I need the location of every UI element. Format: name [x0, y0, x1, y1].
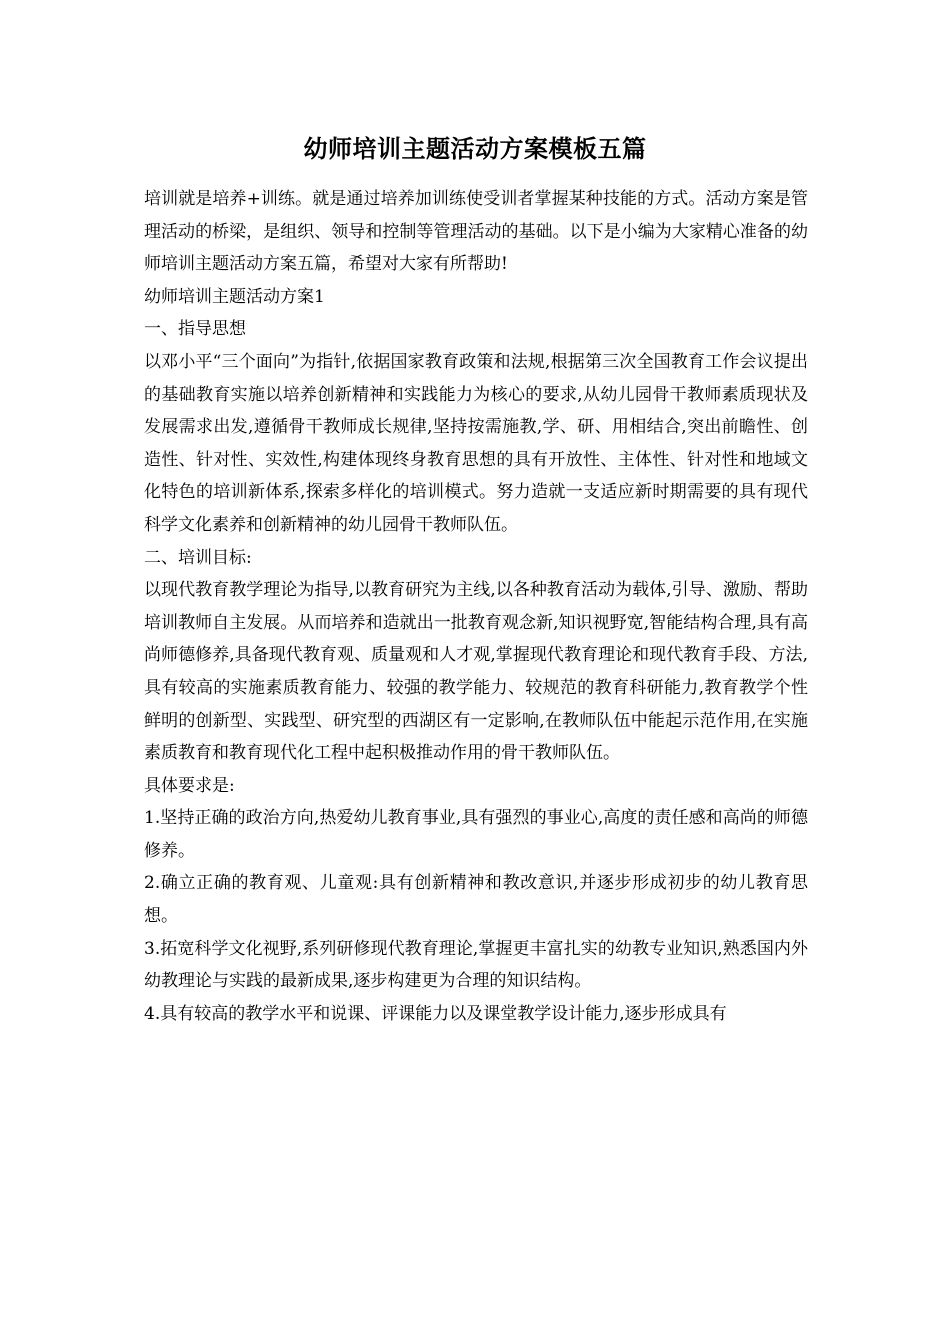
- requirement-item-3: 3.拓宽科学文化视野,系列研修现代教育理论,掌握更丰富扎实的幼教专业知识,熟悉国内外幼教理论与实践的最新成果,逐步构建更为合理的知识结构。: [144, 938, 808, 992]
- intro-paragraph: 培训就是培养+训练。就是通过培养加训练使受训者掌握某种技能的方式。活动方案是管理活动的桥梁，是组织、领导和控制等管理活动的基础。以下是小编为大家精心准备的幼师培训主题活动方案五篇，希望对大家有所帮助!: [144, 189, 808, 275]
- section-heading-guiding-ideology: 一、指导思想: [144, 319, 246, 340]
- requirement-item-4: 4.具有较高的教学水平和说课、评课能力以及课堂教学设计能力,逐步形成具有: [144, 1003, 727, 1024]
- section-heading-training-goals: 二、培训目标:: [144, 547, 252, 568]
- guiding-ideology-paragraph: 以邓小平“三个面向”为指针,依据国家教育政策和法规,根据第三次全国教育工作会议提出的基础教育实施以培养创新精神和实践能力为核心的要求,从幼儿园骨干教师素质现状及发展需求出发,遵循骨干教师成长规律,坚持按需施教,学、研、用相结合,突出前瞻性、创造性、针对性、实效性,构建体现终身教育思想的具有开放性、主体性、针对性和地域文化特色的培训新体系,探索多样化的培训模式。努力造就一支适应新时期需要的具有现代科学文化素养和创新精神的幼儿园骨干教师队伍。: [144, 351, 808, 535]
- requirements-heading: 具体要求是:: [144, 775, 235, 796]
- requirement-item-1: 1.坚持正确的政治方向,热爱幼儿教育事业,具有强烈的事业心,高度的责任感和高尚的师德修养。: [144, 808, 808, 861]
- training-goals-paragraph: 以现代教育教学理论为指导,以教育研究为主线,以各种教育活动为载体,引导、激励、帮助培训教师自主发展。从而培养和造就出一批教育观念新,知识视野宽,智能结构合理,具有高尚师德修养,具备现代教育观、质量观和人才观,掌握现代教育理论和现代教育手段、方法,具有较高的实施素质教育能力、较强的教学能力、较规范的教育科研能力,教育教学个性鲜明的创新型、实践型、研究型的西湖区有一定影响,在教师队伍中能起示范作用,在实施素质教育和教育现代化工程中起积极推动作用的骨干教师队伍。: [144, 580, 808, 764]
- section-heading-plan-1: 幼师培训主题活动方案1: [144, 286, 325, 307]
- document-title: 幼师培训主题活动方案模板五篇: [303, 134, 647, 163]
- requirement-item-2: 2.确立正确的教育观、儿童观:具有创新精神和教改意识,并逐步形成初步的幼儿教育思想。: [144, 873, 808, 927]
- document-body: [144, 183, 808, 1030]
